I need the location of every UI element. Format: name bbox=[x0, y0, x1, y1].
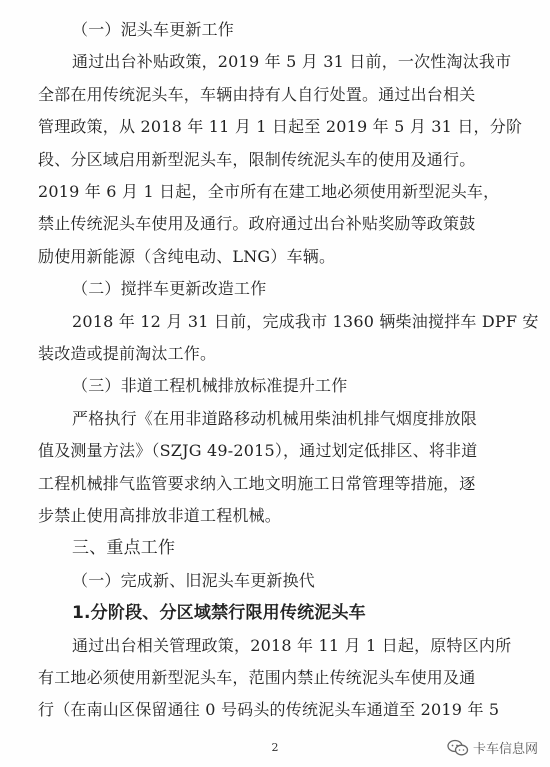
section-heading-machinery: （三）非道工程机械排放标准提升工作 bbox=[72, 376, 348, 396]
chat-bubble-icon bbox=[447, 739, 469, 757]
paragraph-line: 值及测量方法》（SZJG 49-2015），通过划定低排区、将非道 bbox=[38, 441, 478, 461]
section-heading-mixer-truck: （二）搅拌车更新改造工作 bbox=[72, 279, 267, 299]
paragraph-line: 励使用新能源（含纯电动、LNG）车辆。 bbox=[38, 246, 336, 266]
paragraph-line: 工程机械排气监管要求纳入工地文明施工日常管理等措施，逐 bbox=[38, 473, 476, 493]
paragraph-line: 装改造或提前淘汰工作。 bbox=[38, 344, 217, 363]
watermark-text: 卡车信息网 bbox=[472, 742, 538, 757]
paragraph-line: 有工地必须使用新型泥头车，范围内禁止传统泥头车使用及通 bbox=[38, 668, 476, 687]
paragraph-line: 管理政策，从 2018 年 11 月 1 日起至 2019 年 5 月 31 日，分阶 bbox=[38, 117, 523, 137]
paragraph-line: 通过出台相关管理政策，2018 年 11 月 1 日起，原特区内所 bbox=[72, 635, 512, 655]
paragraph-line: 步禁止使用高排放非道工程机械。 bbox=[38, 506, 282, 525]
watermark bbox=[447, 738, 538, 757]
paragraph-line: 2018 年 12 月 31 日前，完成我市 1360 辆柴油搅拌车 DPF 安 bbox=[72, 311, 539, 331]
section-heading-mud-truck: （一）泥头车更新工作 bbox=[72, 20, 235, 39]
paragraph-line: 行（在南山区保留通往 0 号码头的传统泥头车通道至 2019 年 5 bbox=[38, 700, 500, 720]
paragraph-line: 全部在用传统泥头车，车辆由持有人自行处置。通过出台相关 bbox=[38, 84, 476, 104]
paragraph-line: 段、分区域启用新型泥头车，限制传统泥头车的使用及通行。 bbox=[38, 149, 476, 169]
paragraph-line: 2019 年 6 月 1 日起，全市所有在建工地必须使用新型泥头车， bbox=[38, 182, 500, 201]
paragraph-line: 通过出台补贴政策，2019 年 5 月 31 日前，一次性淘汰我市 bbox=[72, 52, 512, 72]
section-heading-key-work: 三、重点工作 bbox=[72, 538, 176, 559]
paragraph-line: 严格执行《在用非道路移动机械用柴油机排气烟度排放限 bbox=[72, 408, 478, 428]
item-heading-phased-ban: 1.分阶段、分区域禁行限用传统泥头车 bbox=[72, 603, 366, 624]
paragraph-line: 禁止传统泥头车使用及通行。政府通过出台补贴奖励等政策鼓 bbox=[38, 214, 476, 234]
subsection-heading-replacement: （一）完成新、旧泥头车更新换代 bbox=[72, 570, 316, 590]
page-number: 2 bbox=[271, 741, 279, 754]
